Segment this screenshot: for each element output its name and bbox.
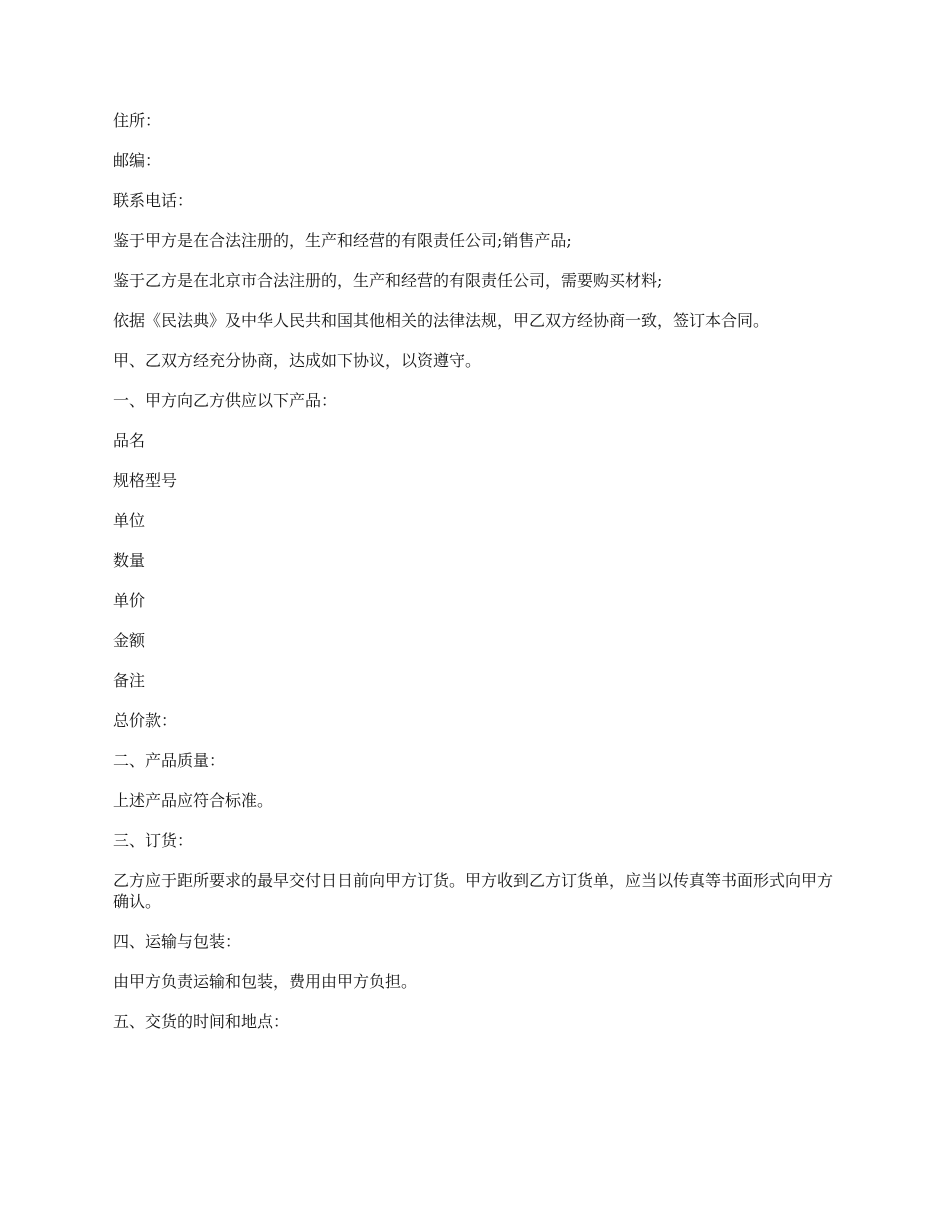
section-3-body: 乙方应于距所要求的最早交付日日前向甲方订货。甲方收到乙方订货单，应当以传真等书面形式向甲方确认。: [113, 871, 834, 911]
product-field-quantity: 数量: [113, 551, 146, 570]
section-2-heading: 二、产品质量：: [113, 751, 226, 770]
postcode-label: 邮编：: [113, 151, 162, 170]
recital-party-a: 鉴于甲方是在合法注册的，生产和经营的有限责任公司;销售产品;: [113, 231, 572, 250]
product-field-name: 品名: [113, 431, 146, 450]
product-field-unit: 单位: [113, 511, 146, 530]
section-4-heading: 四、运输与包装：: [113, 932, 242, 951]
recital-party-b: 鉴于乙方是在北京市合法注册的，生产和经营的有限责任公司，需要购买材料;: [113, 271, 663, 290]
product-field-unit-price: 单价: [113, 591, 146, 610]
product-field-spec: 规格型号: [113, 471, 178, 490]
total-price-label: 总价款：: [113, 711, 178, 730]
document-page: [113, 110, 843, 1051]
agreement-paragraph: 甲、乙双方经充分协商，达成如下协议，以资遵守。: [113, 351, 482, 370]
product-field-amount: 金额: [113, 631, 146, 650]
phone-label: 联系电话：: [113, 191, 194, 210]
section-3-heading: 三、订货：: [113, 831, 194, 850]
section-4-body: 由甲方负责运输和包装，费用由甲方负担。: [113, 972, 418, 991]
section-5-heading: 五、交货的时间和地点：: [113, 1012, 290, 1031]
address-label: 住所：: [113, 111, 162, 130]
section-2-body: 上述产品应符合标准。: [113, 791, 274, 810]
section-1-heading: 一、甲方向乙方供应以下产品：: [113, 391, 338, 410]
legal-basis-paragraph: 依据《民法典》及中华人民共和国其他相关的法律法规，甲乙双方经协商一致，签订本合同。: [113, 311, 770, 330]
product-field-remarks: 备注: [113, 671, 146, 690]
